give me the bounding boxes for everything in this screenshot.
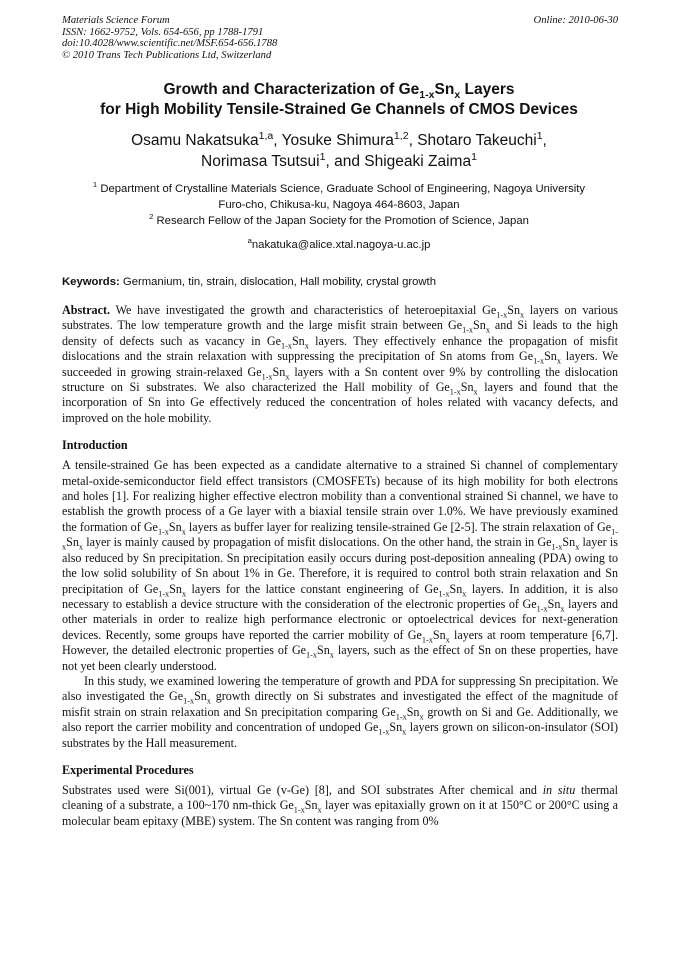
author-name: Shotaro Takeuchi	[417, 132, 537, 149]
author-list	[40, 130, 638, 172]
introduction-paragraph-2: In this study, we examined lowering the temperature of growth and PDA for suppressing Sn precipitation. We also investigated the $Ge_{1-x}Sn_x$ growth directly on Si substrates and investigated the effect of the magnitude of misfit strain on strain relaxation and Sn precipitation comparing $Ge_{1-x}Sn_x$ growth on Si and Ge. Additionally, we also report the carrier mobility and concentration of undoped $Ge_{1-x}Sn_x$ layers grown on silicon-on-insulator (SOI) substrates by the Hall measurement.	[62, 673, 618, 750]
online-date: Online: 2010-06-30	[533, 15, 618, 26]
author-name: Yosuke Shimura	[281, 132, 394, 149]
introduction-paragraph-1: A tensile-strained Ge has been expected as a candidate alternative to a strained Si channel of complementary metal-oxide-semiconductor field effect transistors (CMOSFETs) because of its high mobility for both electrons and holes [1]. For realizing higher effective electron mobility than a conventional strained Si channel, we have to establish the growth process of a Ge layer with a biaxial tensile strain over 1.0%. We have previously examined the formation of $Ge_{1-x}Sn_x$ layers as buffer layer for realizing tensile-strained Ge [2-5]. The strain relaxation of $Ge_{1-x}Sn_x$ layer is mainly caused by propagation of misfit dislocations. On the other hand, the strain in $Ge_{1-x}Sn_x$ layer is also reduced by Sn precipitation. Sn precipitation easily occurs during post-deposition annealing (PDA) owing to the low solid solubility of Sn about 1% in Ge. Therefore, it is required to control both strain relaxation and Sn precipitation of $Ge_{1-x}Sn_x$ layers for the lattice constant engineering of $Ge_{1-x}Sn_x$ layers. In addition, it is also necessary to establish a device structure with the consideration of the electronic properties of $Ge_{1-x}Sn_x$ layers and other materials in order to realize high performance electronic or optoelectrical devices for next-generation devices. Recently, some groups have reported the carrier mobility of $Ge_{1-x}Sn_x$ layers at room temperature [6,7]. However, the detailed electronic properties of $Ge_{1-x}Sn_x$ layers, such as the effect of Sn on these properties, have not yet been clearly understood.	[62, 458, 619, 673]
title-line-2: for High Mobility Tensile-Strained Ge Channels of CMOS Devices	[100, 101, 578, 118]
section-heading-introduction: Introduction	[62, 438, 128, 453]
keywords-label: Keywords:	[62, 276, 120, 288]
affiliation-1-address: Furo-cho, Chikusa-ku, Nagoya 464-8603, Japan	[218, 199, 460, 211]
affiliation-2: $^2$ Research Fellow of the Japan Society for the Promotion of Science, Japan	[149, 212, 529, 227]
doi-line: doi:10.4028/www.scientific.net/MSF.654-656.1788	[62, 38, 278, 50]
keywords-text: Germanium, tin, strain, dislocation, Hall mobility, crystal growth	[119, 276, 436, 288]
author-email: $^a$nakatuka@alice.xtal.nagoya-u.ac.jp	[247, 236, 431, 251]
journal-header	[62, 15, 618, 61]
authors-line-1: Osamu Nakatsuka$^{1,a}$, Yosuke Shimura$^{1,2}$, Shotaro Takeuchi$^1$,	[131, 129, 547, 149]
keywords	[62, 274, 618, 290]
affiliations	[50, 181, 628, 229]
section-heading-experimental: Experimental Procedures	[62, 762, 194, 777]
abstract: Abstract. We have investigated the growth and characteristics of heteroepitaxial $Ge_{1-x}Sn_x$ layers on various substrates. The low temperature growth and the large misfit strain between $Ge_{1-x}Sn_x$ and Si leads to the high density of defects such as vacancy in $Ge_{1-x}Sn_x$ layers. They effectively enhance the propagation of misfit dislocations and the strain relaxation with suppressing the precipitation of Sn atoms from $Ge_{1-x}Sn_x$ layers. We succeeded in growing strain-relaxed $Ge_{1-x}Sn_x$ layers with a Sn content over 9% by controlling the dislocation structure on Si substrates. We also characterized the Hall mobility of $Ge_{1-x}Sn_x$ layers and found that the incorporation of Sn into Ge effectively reduced the concentration of holes related with vacancy defects, and improved on the hole mobility.	[62, 303, 618, 425]
author-name: Norimasa Tsutsui	[201, 153, 320, 170]
copyright-line: © 2010 Trans Tech Publications Ltd, Switzerland	[62, 49, 272, 61]
author-name: Shigeaki Zaima	[364, 153, 472, 170]
paper-body	[62, 303, 618, 829]
journal-name: Materials Science Forum	[62, 15, 170, 26]
author-name: Osamu Nakatsuka	[131, 132, 259, 149]
issn-line: ISSN: 1662-9752, Vols. 654-656, pp 1788-1791	[62, 26, 264, 38]
experimental-paragraph: Substrates used were Si(001), virtual Ge (v-Ge) [8], and SOI substrates After chemical and in situ thermal cleaning of a substrate, a 100~170 nm-thick $Ge_{1-x}Sn_x$ layer was epitaxially grown on it at 150°C or 200°C using a molecular beam epitaxy (MBE) system. The Sn content was ranging from 0%	[62, 782, 618, 828]
authors-line-2: Norimasa Tsutsui$^1$, and Shigeaki Zaima$^1$	[201, 150, 477, 170]
affiliation-1: $^1$ Department of Crystalline Materials Science, Graduate School of Engineering, Nagoya University	[92, 180, 586, 195]
title-line-1: Growth and Characterization of $Ge_{1-x}Sn_x$ Layers	[163, 81, 515, 102]
paper-title	[40, 80, 638, 120]
